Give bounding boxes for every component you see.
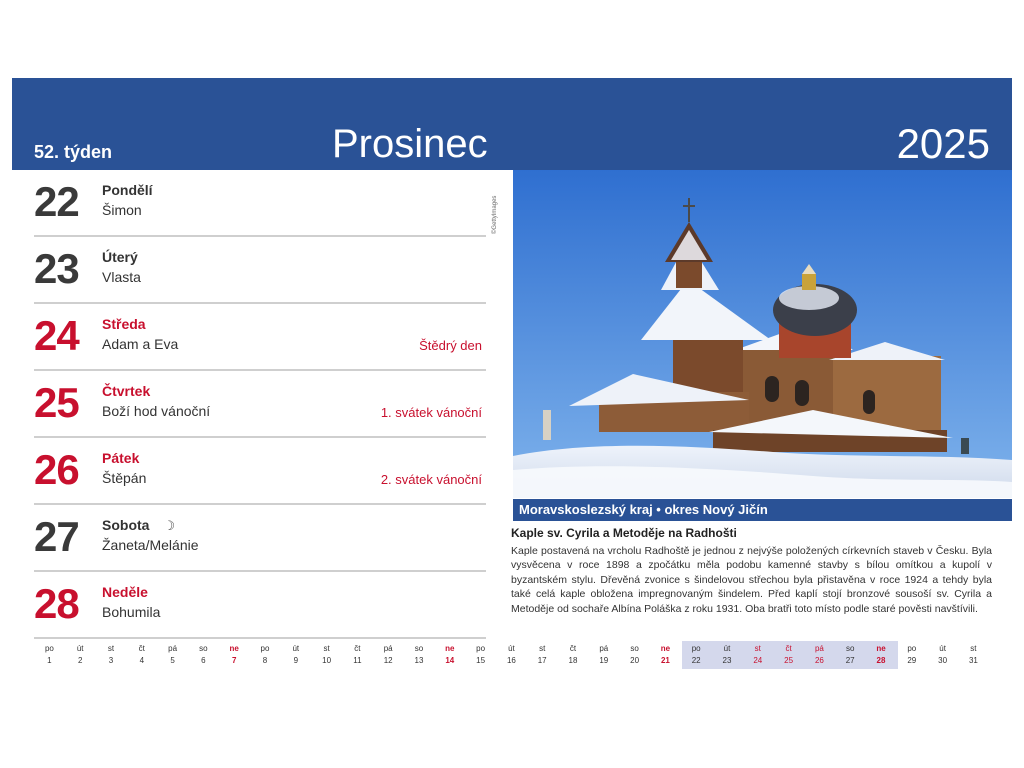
day-name: [102, 450, 153, 466]
mini-calendar-day: [496, 643, 527, 667]
mini-calendar-day: [465, 643, 496, 667]
day-number: 23: [34, 245, 79, 292]
day-number: 22: [34, 178, 79, 225]
mini-calendar-day: [311, 643, 342, 667]
mini-calendar-date: 9: [293, 656, 299, 665]
holiday-label: Štědrý den: [419, 338, 482, 353]
year-title: 2025: [896, 120, 990, 167]
mini-calendar-weekday: po: [260, 644, 270, 653]
mini-calendar-date: 17: [537, 656, 547, 665]
mini-calendar-date: 30: [938, 656, 948, 665]
mini-calendar-day: [558, 643, 589, 667]
mini-calendar-date: 5: [170, 656, 175, 665]
mini-calendar-weekday: út: [76, 644, 84, 653]
mini-calendar-date: 23: [722, 656, 732, 665]
day-number: 27: [34, 513, 79, 560]
mini-calendar-weekday: so: [199, 644, 208, 653]
mini-calendar-date: 27: [845, 656, 855, 665]
day-name-text: Sobota: [102, 517, 150, 533]
mini-calendar-weekday: po: [476, 644, 486, 653]
mini-calendar-day: [681, 643, 712, 667]
mini-calendar-weekday: ne: [660, 644, 671, 653]
mini-calendar-date: 24: [753, 656, 763, 665]
calendar-header: [12, 78, 1012, 170]
chapel-photo: [513, 170, 1012, 498]
mini-calendar-weekday: ne: [229, 644, 239, 653]
chapel-illustration: [513, 170, 1012, 498]
mini-calendar-weekday: čt: [785, 644, 792, 653]
day-row: [34, 371, 486, 438]
mini-calendar-date: 7: [231, 656, 237, 665]
day-name-text: Neděle: [102, 584, 148, 600]
mini-calendar-weekday: so: [845, 644, 855, 653]
mini-calendar-day: [650, 643, 681, 667]
day-row: [34, 237, 486, 304]
mini-calendar-day: [280, 643, 311, 667]
mini-calendar-day: [712, 643, 743, 667]
mini-calendar-date: 1: [47, 656, 52, 665]
day-row: [34, 438, 486, 505]
day-row: [34, 170, 486, 237]
week-number: 52. týden: [34, 142, 113, 162]
mini-calendar-date: 10: [322, 656, 332, 665]
day-row: [34, 304, 486, 371]
mini-calendar-day: [619, 643, 650, 667]
day-name-text: Úterý: [102, 249, 138, 265]
mini-calendar-date: 2: [77, 656, 83, 665]
mini-calendar-weekday: so: [630, 644, 639, 653]
mini-calendar-weekday: pá: [814, 644, 824, 653]
nameday: Žaneta/Melánie: [102, 537, 199, 553]
mini-calendar-weekday: út: [939, 644, 946, 653]
mini-calendar-date: 14: [445, 656, 455, 665]
mini-calendar-day: [527, 643, 558, 667]
mini-calendar-day: [342, 643, 373, 667]
nameday: Boží hod vánoční: [102, 403, 211, 419]
mini-calendar-weekday: út: [508, 644, 515, 653]
month-title: Prosinec: [332, 122, 488, 166]
mini-calendar-date: 22: [691, 656, 701, 665]
description-title: Kaple sv. Cyrila a Metoděje na Radhošti: [511, 526, 737, 540]
day-name: [102, 249, 152, 265]
mini-calendar-date: 26: [814, 656, 824, 665]
mini-calendar-weekday: po: [44, 644, 54, 653]
mini-calendar-date: 21: [660, 656, 670, 665]
day-name-text: Pondělí: [102, 182, 153, 198]
mini-calendar-weekday: st: [970, 644, 977, 653]
mini-calendar-day: [188, 643, 219, 667]
mini-calendar-weekday: so: [414, 644, 424, 653]
mini-calendar-day: [219, 643, 250, 667]
holiday-label: 1. svátek vánoční: [380, 405, 482, 420]
mini-calendar-weekday: pá: [168, 644, 178, 653]
mini-calendar-day: [927, 643, 958, 667]
mini-calendar-day: [250, 643, 281, 667]
mini-calendar-date: 28: [876, 656, 886, 665]
mini-calendar-date: 19: [599, 656, 609, 665]
mini-calendar-date: 15: [476, 656, 486, 665]
mini-calendar-date: 3: [108, 656, 114, 665]
mini-calendar-day: [866, 643, 897, 667]
mini-calendar-weekday: st: [754, 644, 761, 653]
mini-calendar-date: 13: [414, 656, 424, 665]
mini-calendar-weekday: ne: [876, 644, 886, 653]
holiday-label: 2. svátek vánoční: [380, 472, 482, 487]
day-name: [102, 316, 160, 332]
day-number: 24: [34, 312, 79, 359]
photo-credit: ©GettyImages: [492, 195, 498, 234]
mini-calendar-date: 12: [383, 656, 393, 665]
nameday: Vlasta: [102, 269, 141, 285]
mini-calendar-date: 20: [630, 656, 640, 665]
day-name: [102, 383, 164, 399]
mini-calendar-day: [773, 643, 804, 667]
mini-calendar-date: 4: [139, 656, 145, 665]
nameday: Štěpán: [102, 470, 147, 486]
day-name: [102, 584, 162, 600]
description-text: Kaple postavená na vrcholu Radhoště je jednou z nejvýše položených církevních staveb v Česku. Byla vysvěcena v roce 1898 a zpočátku měla podobu kamenné stavby s bílou omítkou a kupolí v byzantském stylu. Dřevěná zvonice s šindelovou střechou byla přistavěna v roce 1924 a tehdy byla také celá kaple obložena impregnovaným šindelem. Před kaplí stojí bronzové sousoší sv. Cyrila a Metoděje od sochaře Albína Poláška z roku 1931. Oba bratři toto místo podle staré pověsti navštívili.: [511, 545, 992, 615]
mini-calendar-weekday: pá: [599, 644, 609, 653]
moon-phase-icon: ☽: [163, 518, 176, 533]
day-name-text: Středa: [102, 316, 146, 332]
mini-calendar-date: 11: [353, 656, 362, 665]
mini-calendar-date: 31: [968, 656, 978, 665]
mini-calendar-weekday: st: [323, 644, 330, 653]
mini-calendar-weekday: st: [539, 644, 546, 653]
mini-calendar-day: [835, 643, 866, 667]
mini-calendar-weekday: út: [292, 644, 300, 653]
mini-calendar-date: 8: [262, 656, 268, 665]
region-label: Moravskoslezský kraj • okres Nový Jičín: [513, 499, 1012, 521]
nameday: Šimon: [102, 202, 142, 218]
mini-calendar-day: [588, 643, 619, 667]
mini-calendar-date: 25: [784, 656, 794, 665]
mini-calendar-day: [896, 643, 927, 667]
mini-calendar-weekday: ne: [445, 644, 455, 653]
mini-calendar-date: 16: [506, 656, 516, 665]
mini-calendar-day: [373, 643, 404, 667]
day-name: [102, 517, 175, 534]
mini-calendar-day: [65, 643, 96, 667]
mini-calendar-day: [742, 643, 773, 667]
nameday: Adam a Eva: [102, 336, 179, 352]
mini-calendar-day: [958, 643, 989, 667]
day-row: [34, 505, 486, 572]
day-number: 26: [34, 446, 79, 493]
day-name-text: Pátek: [102, 450, 140, 466]
day-number: 25: [34, 379, 79, 426]
mini-calendar-weekday: st: [107, 644, 115, 653]
nameday: Bohumila: [102, 604, 161, 620]
mini-calendar-weekday: čt: [138, 644, 145, 653]
mini-calendar-date: 6: [201, 656, 206, 665]
day-number: 28: [34, 580, 79, 627]
mini-calendar-day: [404, 643, 435, 667]
mini-calendar-weekday: út: [723, 644, 731, 653]
mini-calendar-day: [434, 643, 465, 667]
mini-calendar-weekday: pá: [383, 644, 393, 653]
day-row: [34, 572, 486, 639]
day-list: [34, 170, 486, 639]
mini-calendar-day: [157, 643, 188, 667]
mini-calendar-day: [126, 643, 157, 667]
mini-calendar-weekday: po: [907, 644, 917, 653]
mini-calendar-date: 18: [568, 656, 578, 665]
day-name-text: Čtvrtek: [102, 383, 151, 399]
mini-calendar-weekday: čt: [354, 644, 361, 653]
mini-calendar-weekday: po: [691, 644, 701, 653]
mini-calendar-day: [34, 643, 65, 667]
mini-calendar-date: 29: [907, 656, 917, 665]
mini-calendar-weekday: čt: [569, 644, 577, 653]
mini-calendar-day: [96, 643, 127, 667]
mini-calendar-day: [804, 643, 835, 667]
day-name: [102, 182, 167, 198]
